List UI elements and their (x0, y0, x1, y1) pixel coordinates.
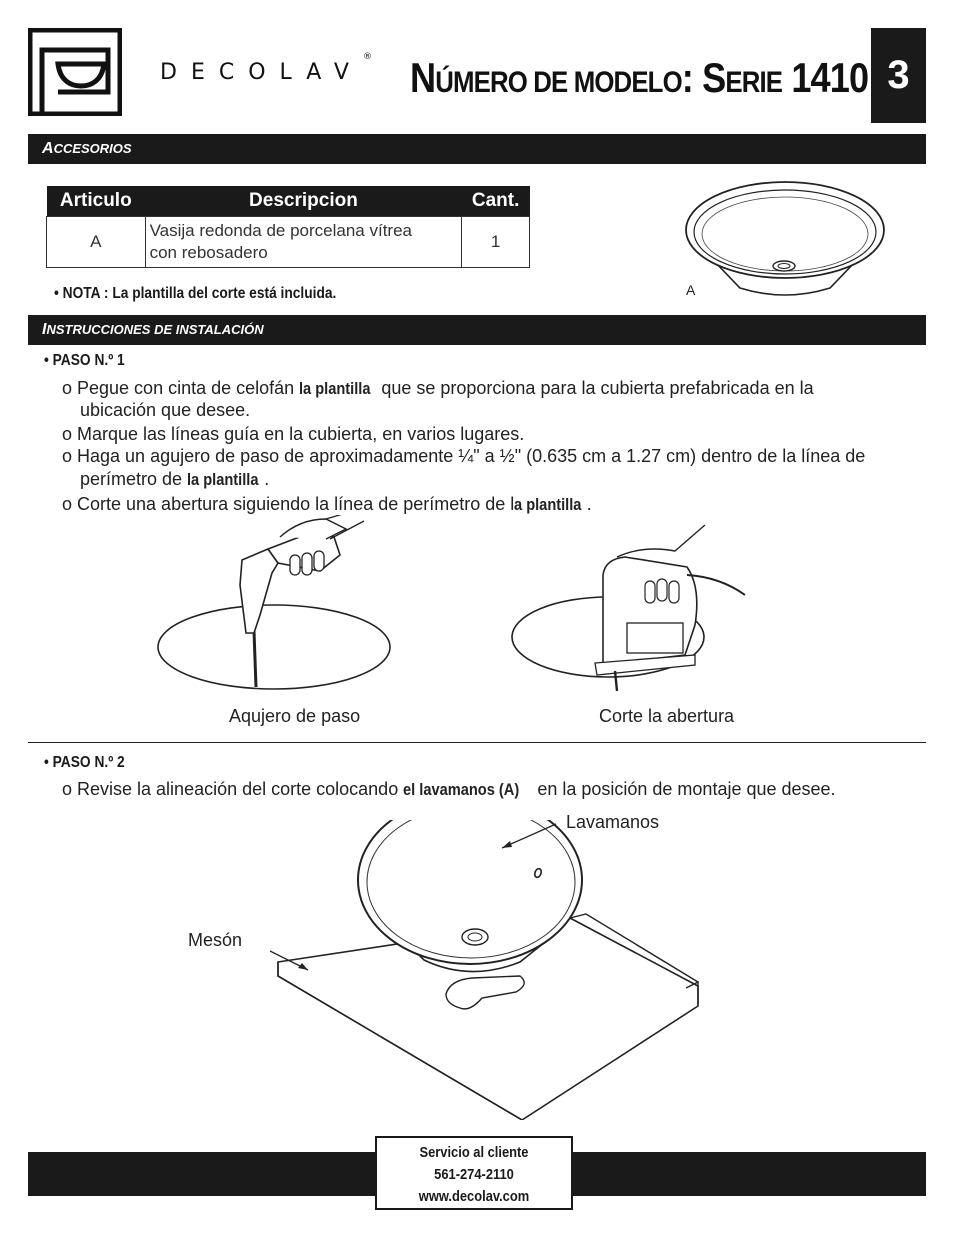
basin-illustration (680, 178, 890, 298)
step-1-title: • PASO N.º 1 (44, 352, 125, 369)
table-cell-item: A (47, 217, 146, 268)
table-cell-description: Vasija redonda de porcelana vítrea con rebosadero (145, 217, 462, 268)
label-meson: Mesón (188, 930, 243, 950)
customer-service-label: Servicio al cliente (419, 1144, 529, 1161)
figure-label: A (686, 282, 696, 298)
step-1-line: perímetro de la plantilla . (80, 469, 270, 489)
section-divider (28, 742, 926, 743)
customer-service-box (375, 1136, 573, 1210)
section-header-instrucciones: INSTRUCCIONES DE INSTALACIÓN (28, 315, 926, 345)
caption-drill: Aqujero de paso (229, 706, 361, 726)
step-2-line: o Revise la alineación del corte colocando el lavamanos (A) en la posición de montaje que desee. (62, 779, 836, 799)
jigsaw-illustration (505, 515, 755, 695)
table-header: Descripcion (145, 186, 462, 217)
table-header: Articulo (47, 186, 146, 217)
drill-illustration (150, 515, 400, 695)
brand-name: DECOLAV® (160, 51, 372, 85)
caption-jigsaw: Corte la abertura (599, 706, 735, 726)
step-1-line: o Corte una abertura siguiendo la línea de perímetro de la plantilla . (62, 494, 592, 514)
step-2-title: • PASO N.º 2 (44, 754, 125, 771)
page-number: 3 (871, 28, 926, 123)
table-row (47, 217, 530, 268)
accessories-table (46, 186, 530, 268)
step-1-line: ubicación que desee. (80, 400, 251, 420)
label-lavamanos: Lavamanos (566, 812, 660, 832)
countertop-basin-illustration (270, 820, 720, 1120)
table-header: Cant. (462, 186, 530, 217)
decolav-logo-icon (28, 28, 122, 116)
step-1-line: o Pegue con cinta de celofán la plantilla que se proporciona para la cubierta prefabricada en la (62, 378, 814, 398)
note-text: • NOTA : La plantilla del corte está incluida. (54, 285, 337, 302)
step-1-line: o Marque las líneas guía en la cubierta, en varios lugares. (62, 424, 525, 444)
page-title: NÚMERO DE MODELO: SERIE 1410 (410, 54, 869, 101)
step-1-line: o Haga un agujero de paso de aproximadamente ¼" a ½" (0.635 cm a 1.27 cm) dentro de la línea de (62, 446, 866, 466)
customer-service-website: www.decolav.com (418, 1188, 530, 1205)
table-cell-qty: 1 (462, 217, 530, 268)
section-header-accesorios: ACCESORIOS (28, 134, 926, 164)
customer-service-phone: 561-274-2110 (434, 1166, 514, 1183)
